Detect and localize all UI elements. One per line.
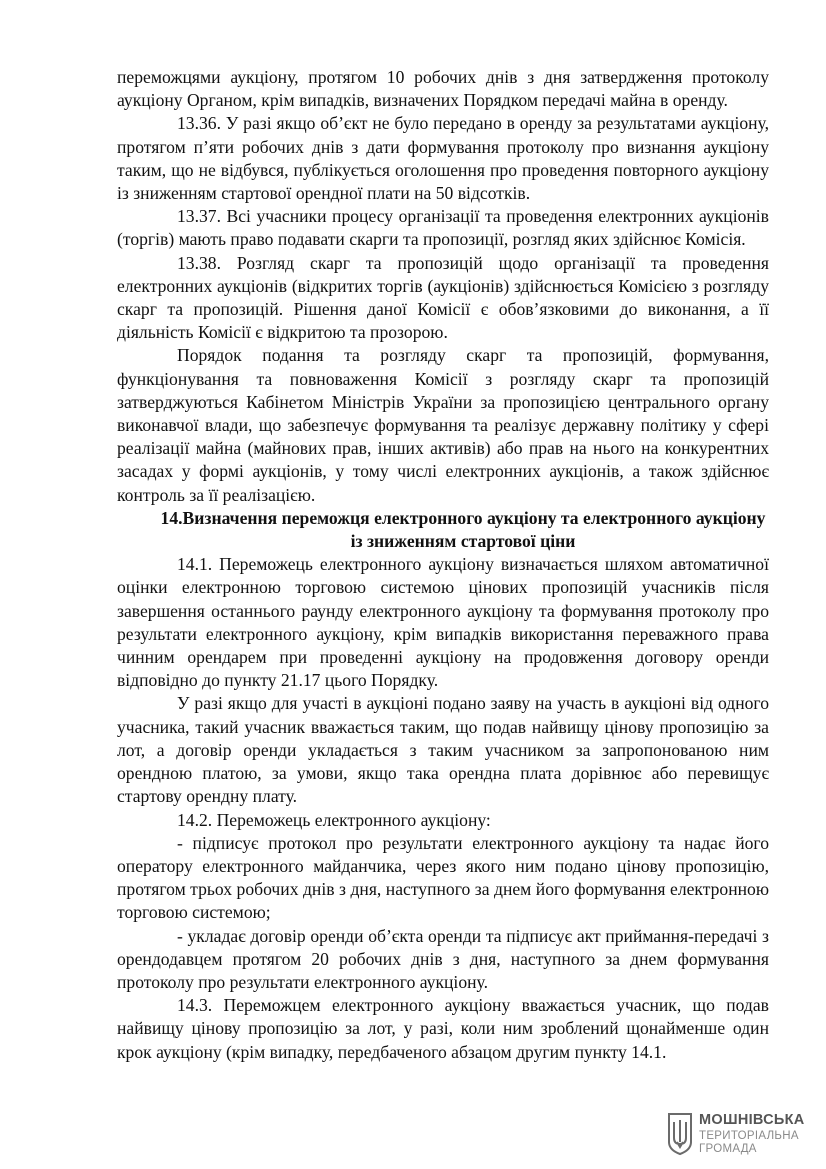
paragraph-13-38: 13.38. Розгляд скарг та пропозицій щодо організації та проведення електронних аукціонів (відкритих торгів (аукціонів) здійснюється Комісією з розгляду скарг та пропозицій. Рішення даної Комісії є обов’язковими до виконання, а її діяльність Комісії є відкритою та прозорою. (117, 252, 769, 343)
paragraph-13-36: 13.36. У разі якщо об’єкт не було передано в оренду за результатами аукціону, протягом п’яти робочих днів з дати формування протоколу про визнання аукціону таким, що не відбувся, публікується оголошення про проведення повторного аукціону із зниженням стартової орендної плати на 50 відсотків. (117, 113, 769, 204)
paragraph-14-3: 14.3. Переможцем електронного аукціону вважається учасник, що подав найвищу цінову пропозицію за лот, у разі, коли ним зроблений щонайменше один крок аукціону (крім випадку, передбаченого абзацом другим пункту 14.1. (117, 995, 769, 1062)
logo-title: МОШНІВСЬКА (699, 1112, 805, 1128)
paragraph-0: переможцями аукціону, протягом 10 робочих днів з дня затвердження протоколу аукціону Органом, крім випадків, визначених Порядком передачі майна в оренду. (117, 67, 769, 111)
list-item-conclude-contract: - укладає договір оренди об’єкта оренди та підписує акт приймання-передачі з орендодавцем протягом 20 робочих днів з дня, наступного за днем формування протоколу про результати електронного аукціону. (117, 925, 769, 992)
trident-coat-of-arms-icon (666, 1112, 694, 1156)
section-heading-14: 14.Визначення переможця електронного аукціону та електронного аукціону із зниженням стартової ціни (160, 507, 766, 552)
paragraph-13-37: 13.37. Всі учасники процесу організації та проведення електронних аукціонів (торгів) мають право подавати скарги та пропозиції, розгляд яких здійснює Комісія. (117, 206, 769, 250)
paragraph-14-1: 14.1. Переможець електронного аукціону визначається шляхом автоматичної оцінки електронною торговою системою цінових пропозицій учасників після завершення останнього раунду електронного аукціону та формування протоколу про результати електронного аукціону, крім випадків використання переважного права чинним орендарем при проведенні аукціону на продовження договору оренди відповідно до пункту 21.17 цього Порядку. (117, 554, 769, 691)
paragraph-single-bidder: У разі якщо для участі в аукціоні подано заяву на участь в аукціоні від одного учасника, такий учасник вважається таким, що подав найвищу цінову пропозицію за лот, а договір оренди укладається з таким учасником за запропонованою ним орендною платою, за умови, якщо така орендна плата дорівнює або перевищує стартову орендну плату. (117, 693, 769, 807)
logo-subtitle-2: ГРОМАДА (699, 1143, 757, 1155)
list-item-sign-protocol: - підписує протокол про результати електронного аукціону та надає його оператору електронного майданчика, через якого ним подано цінову пропозицію, протягом трьох робочих днів з дня, наступного за днем його формування електронною торговою системою; (117, 832, 769, 923)
paragraph-14-2: 14.2. Переможець електронного аукціону: (177, 809, 491, 830)
community-logo (666, 1108, 816, 1163)
paragraph-procedure: Порядок подання та розгляду скарг та пропозицій, формування, функціонування та повноваження Комісії з розгляду скарг та пропозицій затверджуються Кабінетом Міністрів України за пропозицією центрального органу виконавчої влади, що забезпечує формування та реалізує державну політику у сфері реалізації майна (майнових прав, інших активів) або прав на нього на конкурентних засадах у формі аукціонів, у тому числі електронних аукціонів, а також здійснює контроль за її реалізацією. (117, 345, 769, 505)
document-page (117, 66, 769, 1064)
logo-subtitle-1: ТЕРИТОРІАЛЬНА (699, 1130, 799, 1142)
